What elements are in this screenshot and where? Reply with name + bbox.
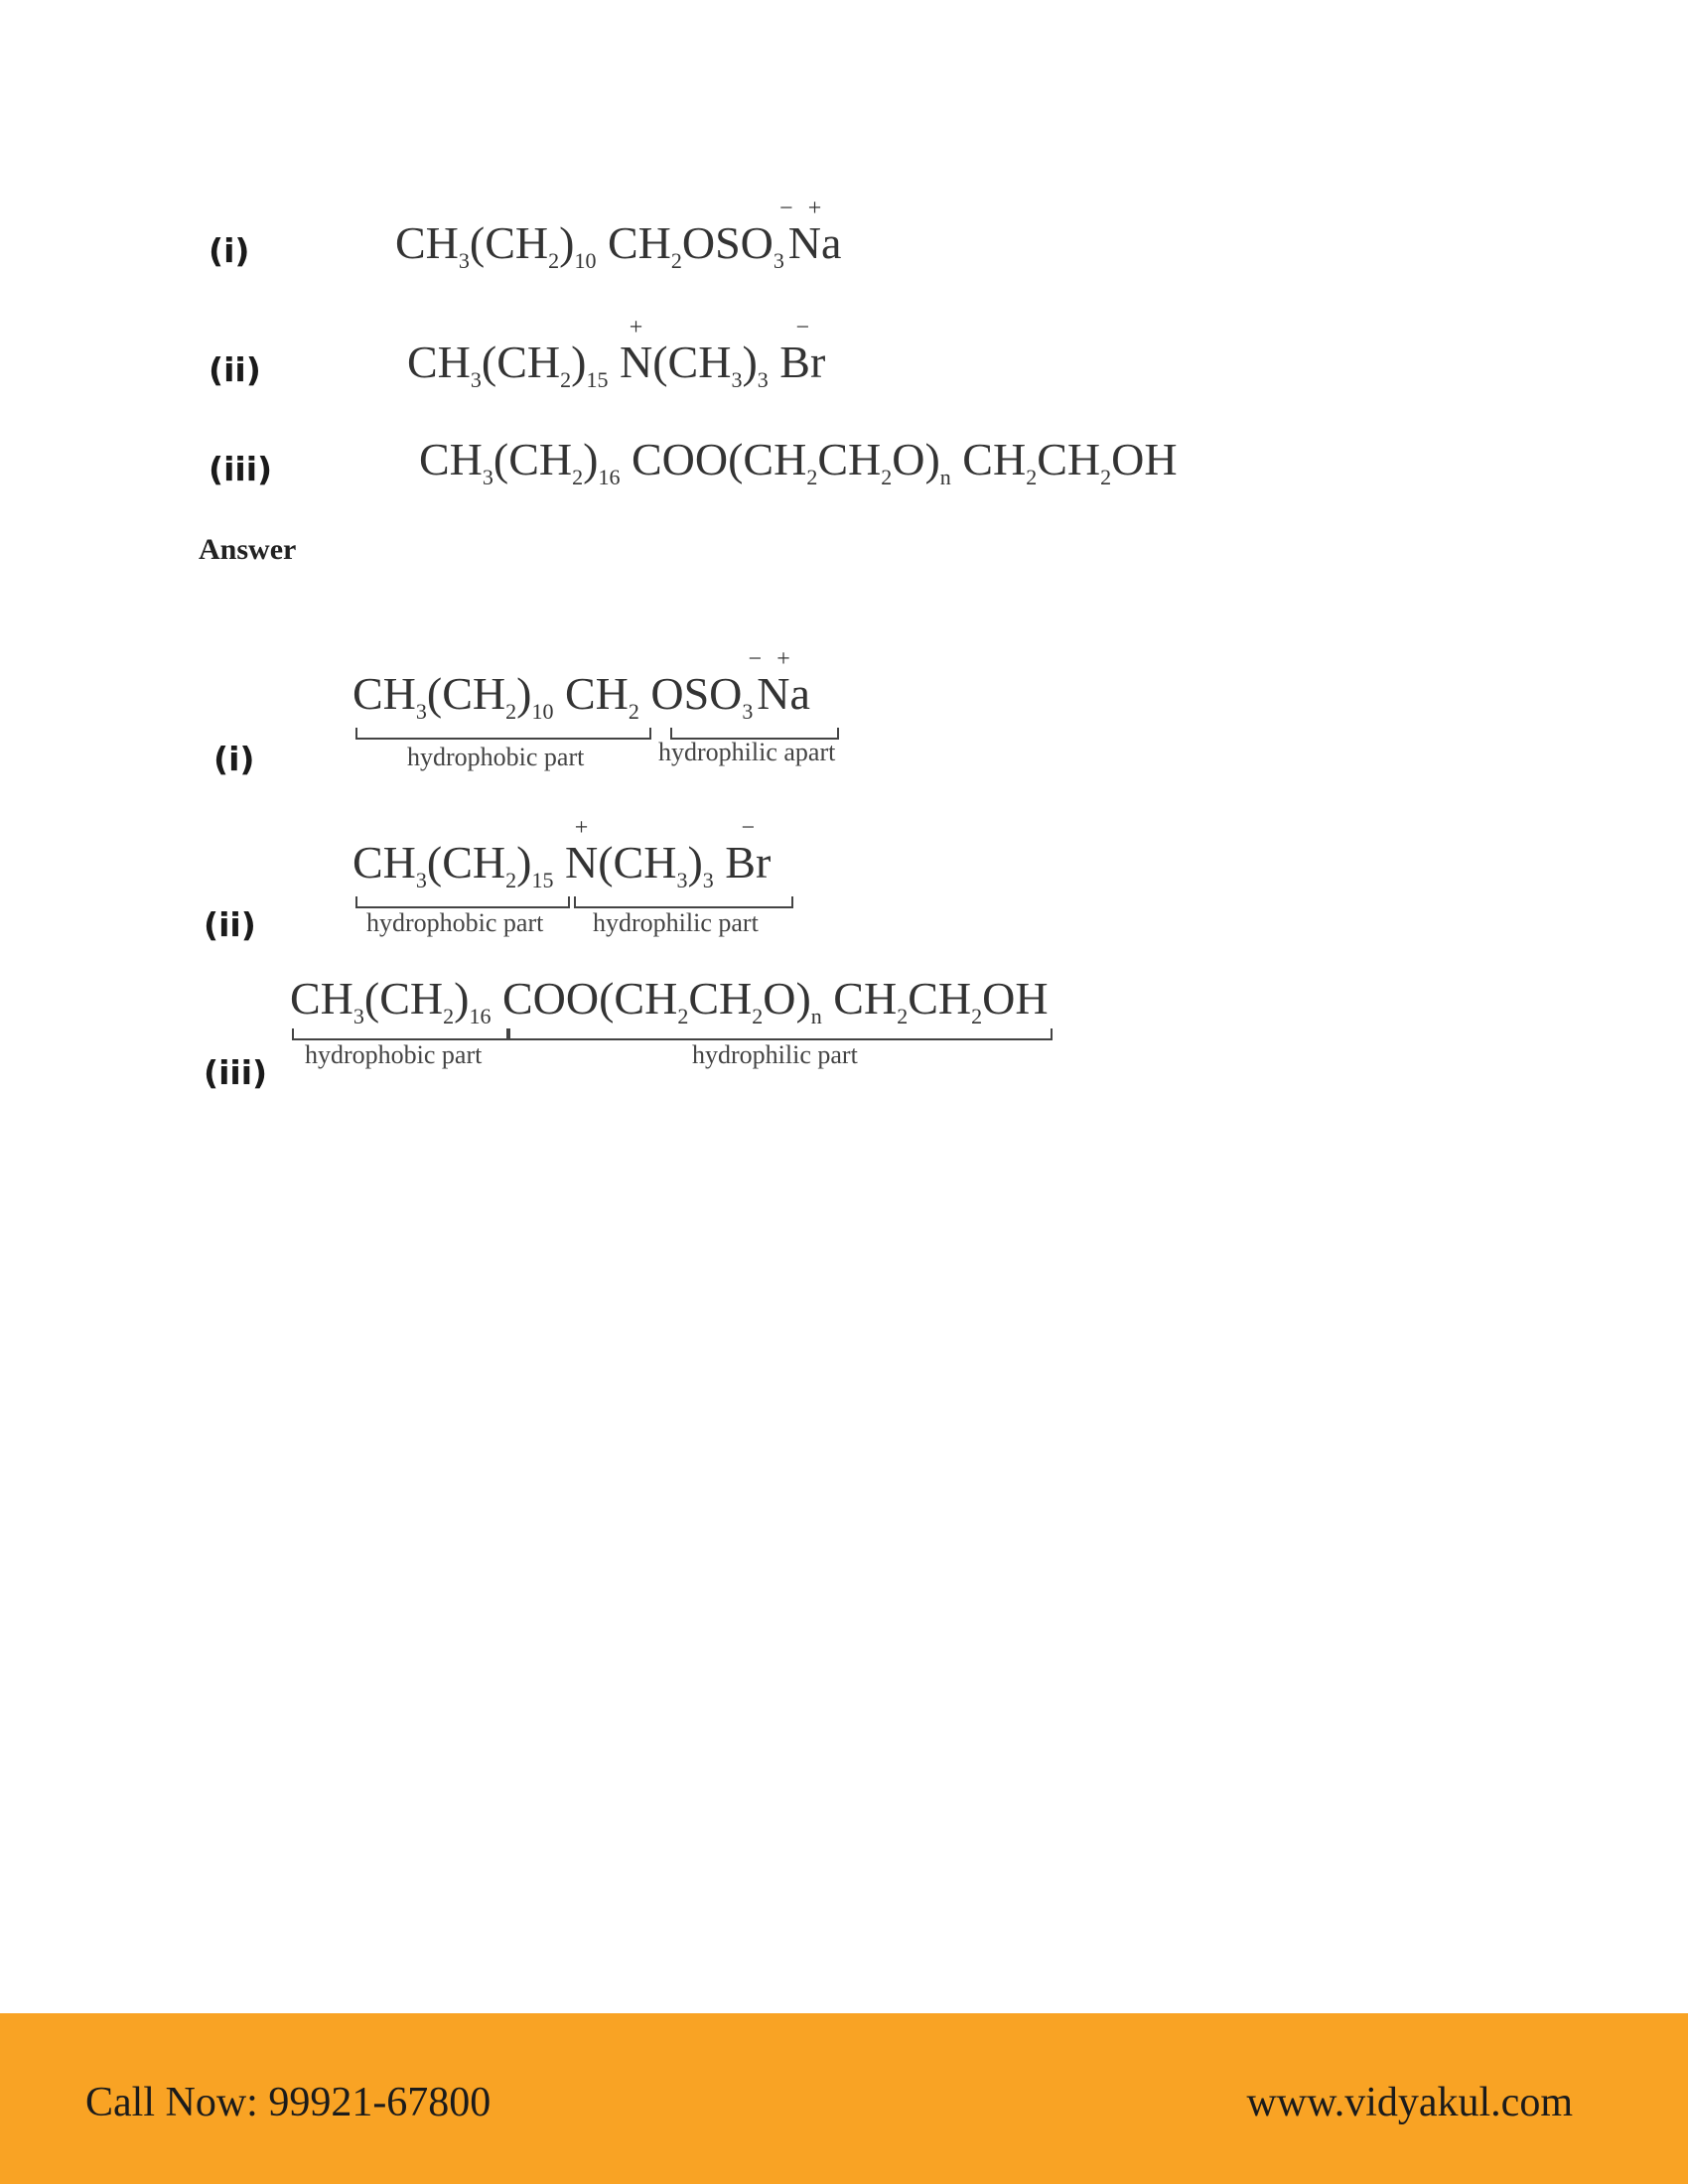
website-link[interactable]: www.vidyakul.com: [1246, 2080, 1573, 2125]
answer-formula-ii: $CH_3(CH_2)_{15}$ + $N(CH_3)_3$ − Br: [352, 815, 772, 892]
question-formula-ii: $CH_3(CH_2)_{15}$ + $N(CH_3)_3$ − Br: [407, 315, 826, 392]
hydrophilic-label-ii: hydrophilic part: [593, 908, 759, 937]
hydrophobic-label-iii: hydrophobic part: [305, 1040, 483, 1069]
hydrophilic-brace-ii: [574, 896, 793, 908]
question-label-iii: (iii): [209, 450, 273, 488]
answer-formula-iii: $CH_3(CH_2)_{16}$ $COO(CH_2CH_2O)_n$ $CH_2CH_2OH$: [290, 973, 1049, 1028]
hydrophilic-brace-iii: [508, 1028, 1053, 1040]
hydrophilic-label-i: hydrophilic apart: [658, 738, 836, 766]
hydrophobic-label-ii: hydrophobic part: [366, 908, 544, 937]
answer-heading: Answer: [199, 533, 297, 566]
call-now-text[interactable]: Call Now: 99921-67800: [85, 2080, 492, 2125]
hydrophilic-label-iii: hydrophilic part: [692, 1040, 858, 1069]
question-formula-i: $CH_3(CH_2)_{10}$ $CH_2OSO_3$ − + Na: [395, 196, 842, 273]
hydrophobic-brace-ii: [355, 896, 570, 908]
hydrophobic-label-i: hydrophobic part: [407, 743, 585, 771]
answer-label-i: (i): [213, 740, 255, 778]
answer-label-iii: (iii): [204, 1053, 268, 1092]
answer-formula-i: $CH_3(CH_2)_{10}$ $CH_2$ $OSO_3$ − + Na: [352, 646, 810, 724]
answer-label-ii: (ii): [204, 905, 256, 944]
question-label-ii: (ii): [209, 350, 261, 389]
question-formula-iii: $CH_3(CH_2)_{16}$ $COO(CH_2CH_2O)_n$ $CH_2CH_2OH$: [419, 434, 1178, 489]
hydrophobic-brace-iii: [292, 1028, 508, 1040]
hydrophobic-brace-i: [355, 728, 651, 740]
footer-bar: [0, 2013, 1688, 2184]
question-label-i: (i): [209, 231, 250, 270]
